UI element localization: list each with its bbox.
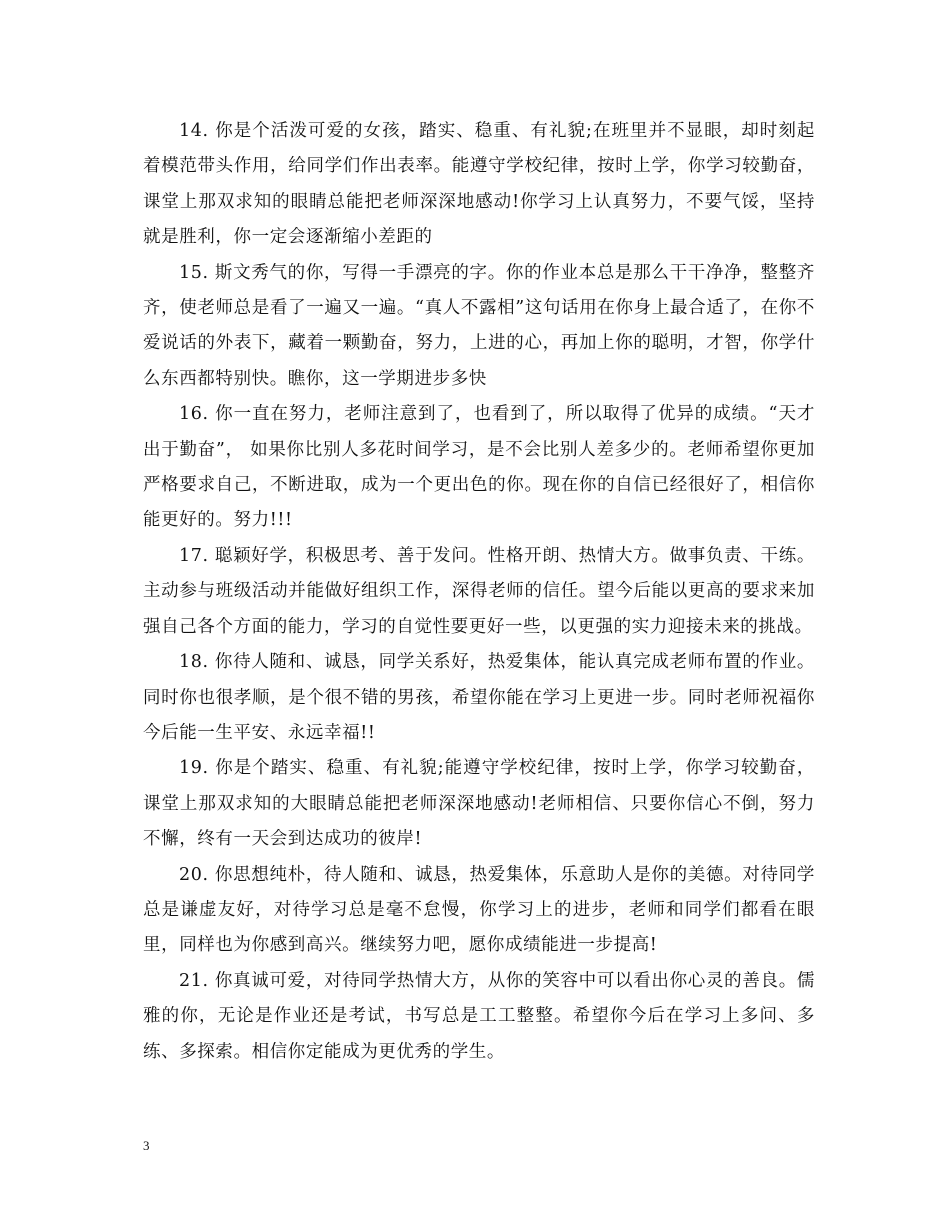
paragraph-17: 17. 聪颖好学，积极思考、善于发问。性格开朗、热情大方。做事负责、干练。主动参与班级活动并能做好组织工作，深得老师的信任。望今后能以更高的要求来加强自己各个方面的能力，学习的自觉性要更好一些，以更强的实力迎接未来的挑战。 [143, 545, 815, 637]
document-body [143, 114, 815, 1070]
paragraph-21: 21. 你真诚可爱，对待同学热情大方，从你的笑容中可以看出你心灵的善良。儒雅的你，无论是作业还是考试，书写总是工工整整。希望你今后在学习上多问、多练、多探索。相信你定能成为更优秀的学生。 [143, 970, 815, 1062]
paragraph-15: 15. 斯文秀气的你，写得一手漂亮的字。你的作业本总是那么干干净净，整整齐齐，使老师总是看了一遍又一遍。“真人不露相”这句话用在你身上最合适了，在你不爱说话的外表下，藏着一颗勤奋，努力，上进的心，再加上你的聪明，才智，你学什么东西都特别快。瞧你，这一学期进步多快 [143, 262, 815, 389]
paragraph-14: 14. 你是个活泼可爱的女孩，踏实、稳重、有礼貌;在班里并不显眼，却时刻起着模范带头作用，给同学们作出表率。能遵守学校纪律，按时上学，你学习较勤奋，课堂上那双求知的眼睛总能把老师深深地感动!你学习上认真努力，不要气馁，坚持就是胜利，你一定会逐渐缩小差距的 [143, 121, 815, 248]
paragraph-20: 20. 你思想纯朴，待人随和、诚恳，热爱集体，乐意助人是你的美德。对待同学总是谦虚友好，对待学习总是毫不怠慢，你学习上的进步，老师和同学们都看在眼里，同样也为你感到高兴。继续努力吧，愿你成绩能进一步提高! [143, 864, 815, 956]
paragraph-19: 19. 你是个踏实、稳重、有礼貌;能遵守学校纪律，按时上学，你学习较勤奋，课堂上那双求知的大眼睛总能把老师深深地感动!老师相信、只要你信心不倒，努力不懈，终有一天会到达成功的彼岸! [143, 758, 815, 850]
page-number: 3 [143, 1138, 150, 1153]
paragraph-18: 18. 你待人随和、诚恳，同学关系好，热爱集体，能认真完成老师布置的作业。同时你也很孝顺，是个很不错的男孩，希望你能在学习上更进一步。同时老师祝福你今后能一生平安、永远幸福!! [143, 652, 815, 743]
paragraph-16: 16. 你一直在努力，老师注意到了，也看到了，所以取得了优异的成绩。“天才出于勤奋”， 如果你比别人多花时间学习，是不会比别人差多少的。老师希望你更加严格要求自己，不断进取，成为一个更出色的你。现在你的自信已经很好了，相信你能更好的。努力!!! [143, 404, 815, 531]
